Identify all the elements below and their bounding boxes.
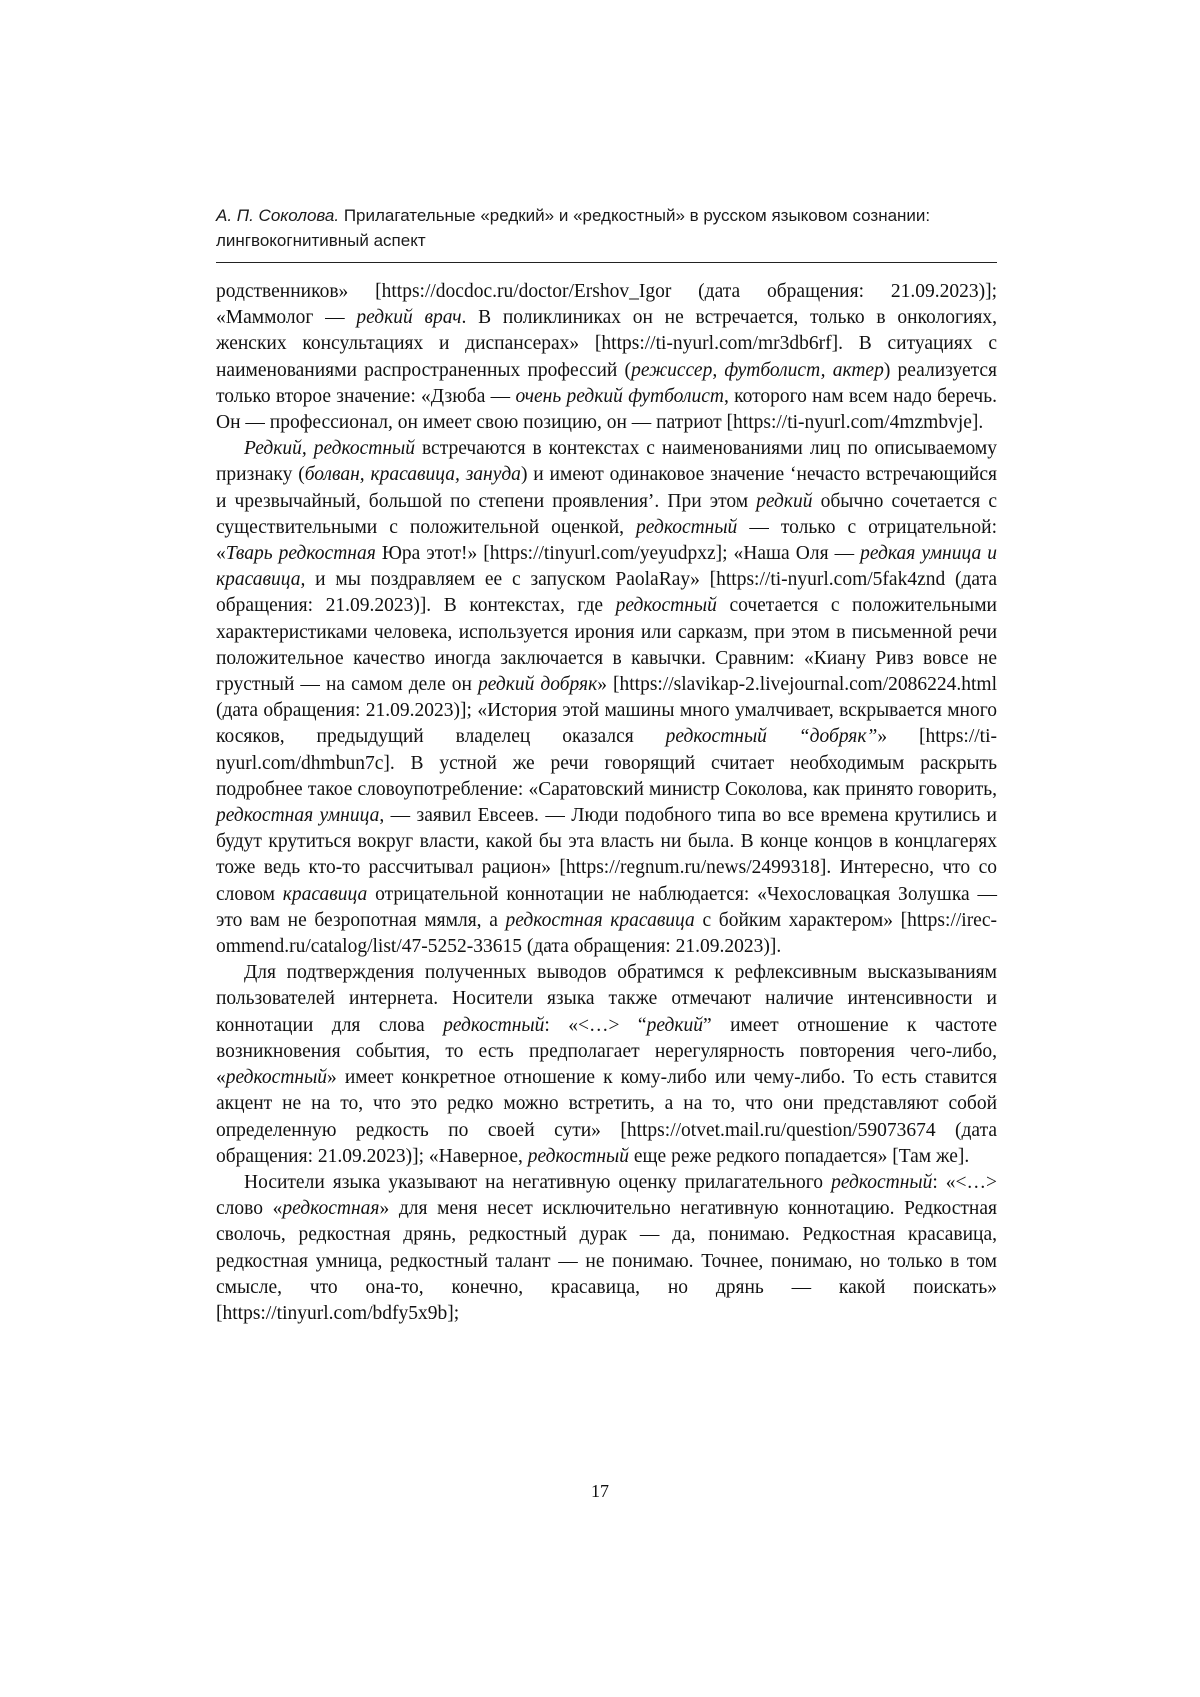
italic-run: редкий добряк (478, 674, 597, 695)
paragraph-1 (216, 279, 997, 436)
article-body (216, 279, 997, 1327)
text-run: » [https://ti-nyurl.com/dhmbun7c]. В устной же речи говорящий считает необходимым раскрыть подробнее такое словоупотребление: «Саратовский министр Соколова, как принято говорить, (216, 726, 997, 799)
italic-run: очень редкий футболист (515, 386, 723, 407)
header-author: А. П. Соколова. (216, 206, 339, 225)
italic-run: редкостный (528, 1146, 629, 1167)
italic-run: редкий (647, 1015, 703, 1036)
text-run: обычно сочетается с существительными с положительной оценкой, (216, 491, 997, 538)
italic-run: редкостный (226, 1067, 327, 1088)
text-run: ” имеет отношение к частоте возникновения события, то есть предполагает нерегулярность повторения чего-либо, « (216, 1015, 997, 1088)
document-page (0, 0, 1200, 1697)
text-run: и мы поздравляем ее с запуском PaolaRay» [https://ti-nyurl.com/5fak4znd (дата обращения: 21.09.2023)]. В контекстах, где (216, 569, 997, 616)
paragraph-2 (216, 436, 997, 960)
text-run: Для подтверждения полученных выводов обратимся к рефлексивным высказываниям пользователей интернета. Носители языка также отмечают наличие интенсивности и коннотации для слова (216, 962, 997, 1035)
italic-run: редкий врач (356, 307, 461, 328)
italic-run: редкостная (282, 1198, 379, 1219)
paragraph-4 (216, 1170, 997, 1327)
text-run: — только с отрицательной: « (216, 517, 997, 564)
italic-run: Тварь редкостная (226, 543, 376, 564)
header-rule (216, 262, 997, 263)
text-run: встречаются в контекстах с наименованиями лиц по описываемому признаку ( (216, 438, 997, 485)
text-run: ) реализуется только второе значение: «Дзюба — (216, 360, 997, 407)
italic-run: редкостная красавица (506, 910, 695, 931)
text-run: . В поликлиниках он не встречается, только в онкологиях, женских консультациях и диспансерах» [https://ti-nyurl.com/mr3db6rf]. В ситуациях с наименованиями распространенных профессий ( (216, 307, 997, 380)
text-run: отрицательной коннотации не наблюдается: «Чехословацкая Золушка — это вам не безропотная мямля, а (216, 884, 997, 931)
text-run: с бойким характером» [https://irec-ommend.ru/catalog/list/47-5252-33615 (дата обращения: 21.09.2023)]. (216, 910, 997, 957)
text-run: Юра этот!» [https://tinyurl.com/yeyudpxz]; «Наша Оля — (376, 543, 860, 564)
text-run: » для меня несет исключительно негативную коннотацию. Редкостная сволочь, редкостная дрянь, редкостный дурак — да, понимаю. Редкостная красавица, редкостная умница, редкостный талант — не понимаю. Точнее, понимаю, но только в том смысле, что она-то, конечно, красавица, но дрянь — какой поискать» [https://tinyurl.com/bdfy5x9b]; (216, 1198, 997, 1324)
text-run: , которого нам всем надо беречь. Он — профессионал, он имеет свою позицию, он — патриот [https://ti-nyurl.com/4mzmbvje]. (216, 386, 997, 433)
italic-run: редкостный (636, 517, 737, 538)
italic-run: Редкий, редкостный (244, 438, 415, 459)
text-run: сочетается с положительными характеристиками человека, используется ирония или сарказм, при этом в письменной речи положительное качество иногда заключается в кавычки. Сравним: «Киану Ривз вовсе не грустный — на самом деле он (216, 595, 997, 695)
italic-run: редкостный (616, 595, 717, 616)
italic-run: редкостная умница (216, 805, 379, 826)
running-header (216, 203, 996, 253)
text-run: , — заявил Евсеев. — Люди подобного типа во все времена крутились и будут крутиться вокруг власти, какой бы эта власть ни была. В конце концов в концлагерях тоже ведь кто-то рассчитывал рацион» [https://regnum.ru/news/2499318]. Интересно, что со словом (216, 805, 997, 905)
text-run: : «<…> “ (544, 1015, 646, 1036)
italic-run: редкий (756, 491, 812, 512)
text-run: еще реже редкого попадается» [Там же]. (629, 1146, 969, 1167)
page-number: 17 (0, 1481, 1200, 1502)
text-run: Носители языка указывают на негативную оценку прилагательного (244, 1172, 831, 1193)
italic-run: редкая умница и красавица, (216, 543, 997, 590)
text-run: : «<…> слово « (216, 1172, 997, 1219)
header-title: Прилагательные «редкий» и «редкостный» в русском языковом сознании: лингвокогнитивный аспект (216, 206, 930, 250)
text-run: » [https://slavikap-2.livejournal.com/2086224.html (дата обращения: 21.09.2023)]; «История этой машины много умалчивает, вскрывается много косяков, предыдущий владелец оказался (216, 674, 997, 747)
italic-run: режиссер, футболист, актер (631, 360, 884, 381)
italic-run: болван, красавица, зануда (305, 464, 521, 485)
italic-run: редкостный (443, 1015, 544, 1036)
paragraph-3 (216, 960, 997, 1170)
italic-run: красавица (283, 884, 367, 905)
text-run: ) и имеют одинаковое значение ‘нечасто встречающийся и чрезвычайный, большой по степени проявления’. При этом (216, 464, 997, 511)
text-run: родственников» [https://docdoc.ru/doctor/Ershov_Igor (дата обращения: 21.09.2023)]; «Маммолог — (216, 281, 997, 328)
text-run: » имеет конкретное отношение к кому-либо или чему-либо. То есть ставится акцент не на то, что это редко можно встретить, а на то, что они представляют собой определенную редкость по своей сути» [https://otvet.mail.ru/question/59073674 (дата обращения: 21.09.2023)]; «Наверное, (216, 1067, 997, 1167)
italic-run: редкостный “добряк” (666, 726, 878, 747)
italic-run: редкостный (831, 1172, 932, 1193)
